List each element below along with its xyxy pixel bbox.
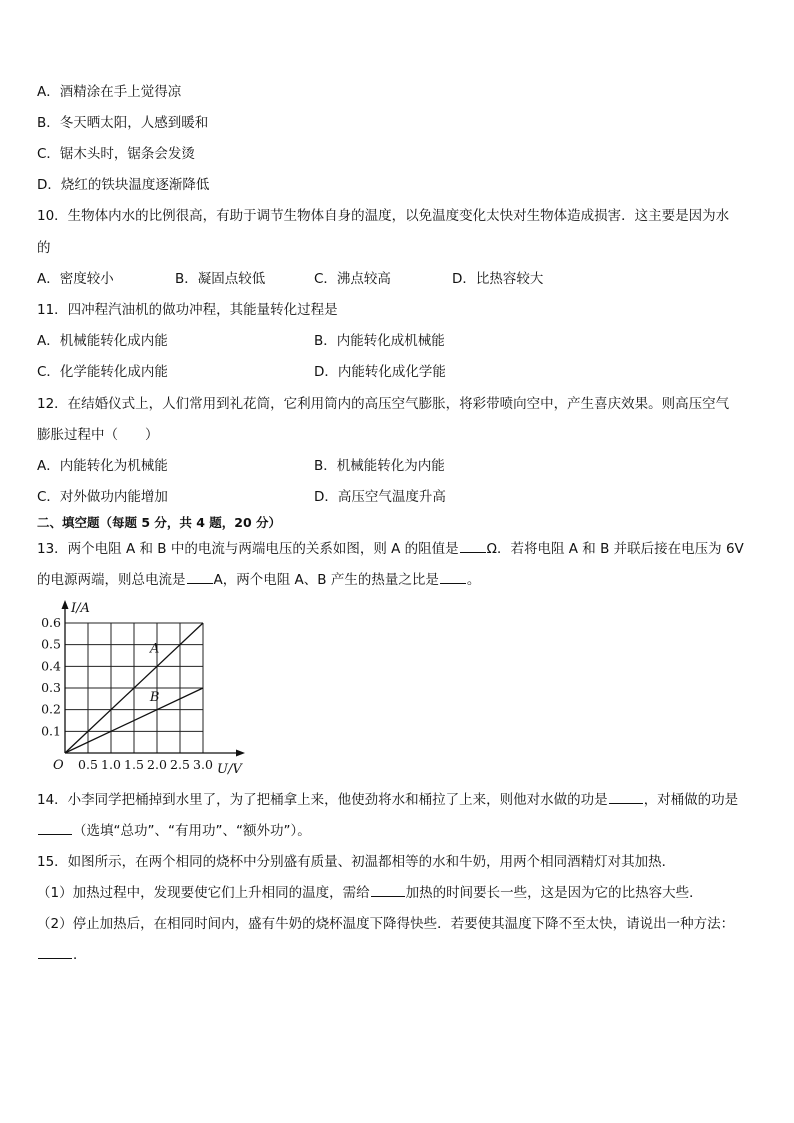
x-tick-label: 1.0 bbox=[101, 757, 121, 772]
x-tick-label: 2.5 bbox=[170, 757, 190, 772]
y-tick-label: 0.5 bbox=[41, 636, 61, 652]
q14-line2 bbox=[37, 822, 311, 840]
section-heading: 二、填空题（每题 5 分，共 4 题，20 分） bbox=[37, 515, 282, 530]
q14-line1 bbox=[37, 791, 738, 809]
y-axis-label: I/A bbox=[71, 601, 90, 616]
q11-option-a: A．机械能转化成内能 bbox=[37, 333, 168, 349]
q10-option-d: D．比热容较大 bbox=[452, 271, 544, 287]
q14-text-1: 14．小李同学把桶掉到水里了，为了把桶拿上来，他使劲将水和桶拉了上来，则他对水做的功是 bbox=[37, 792, 608, 808]
q10-option-c: C．沸点较高 bbox=[314, 271, 391, 287]
q12-option-b: B．机械能转化为内能 bbox=[314, 458, 445, 474]
answer-blank bbox=[38, 822, 72, 835]
q11-option-c: C．化学能转化成内能 bbox=[37, 364, 168, 380]
q11-stem: 11．四冲程汽油机的做功冲程，其能量转化过程是 bbox=[37, 302, 338, 318]
q10-option-b: B．凝固点较低 bbox=[175, 271, 266, 287]
answer-blank bbox=[460, 540, 486, 553]
q13-text-1: 13．两个电阻 A 和 B 中的电流与两端电压的关系如图，则 A 的阻值是 bbox=[37, 541, 459, 557]
q14-text-3: （选填“总功”、“有用功”、“额外功”）。 bbox=[73, 823, 311, 839]
series-label-a: A bbox=[150, 641, 160, 657]
y-tick-label: 0.4 bbox=[41, 658, 61, 674]
q13-line2 bbox=[37, 571, 480, 589]
q12-option-a: A．内能转化为机械能 bbox=[37, 458, 168, 474]
x-tick-label: 1.5 bbox=[124, 757, 144, 772]
q13-line1 bbox=[37, 540, 744, 558]
q13-text-3: 的电源两端，则总电流是 bbox=[37, 572, 186, 588]
q14-text-2: ，对桶做的功是 bbox=[643, 792, 739, 808]
q15-part2: （2）停止加热后，在相同时间内，盛有牛奶的烧杯温度下降得快些．若要使其温度下降不至太快，请说出一种方法： bbox=[37, 916, 735, 932]
y-tick-label: 0.3 bbox=[41, 680, 61, 695]
answer-blank bbox=[371, 884, 405, 897]
series-label-b: B bbox=[149, 690, 160, 705]
q13-text-4: A，两个电阻 A、B 产生的热量之比是 bbox=[213, 572, 439, 588]
q9-option-d: D．烧红的铁块温度逐渐降低 bbox=[37, 177, 210, 193]
current-voltage-chart bbox=[37, 600, 252, 775]
q12-option-d: D．高压空气温度升高 bbox=[314, 489, 446, 505]
q11-option-b: B．内能转化成机械能 bbox=[314, 333, 445, 349]
q15-text-3: ． bbox=[73, 947, 87, 963]
q10-option-a: A．密度较小 bbox=[37, 271, 114, 287]
answer-blank bbox=[38, 946, 72, 959]
x-tick-label: 2.0 bbox=[147, 757, 167, 772]
q15-part1 bbox=[37, 884, 703, 902]
y-tick-label: 0.6 bbox=[41, 615, 61, 630]
y-tick-label: 0.1 bbox=[41, 723, 61, 739]
q12-stem-line1: 12．在结婚仪式上，人们常用到礼花筒，它利用筒内的高压空气膨胀，将彩带喷向空中，产生喜庆效果。则高压空气 bbox=[37, 396, 730, 412]
q13-text-5: 。 bbox=[466, 572, 481, 588]
x-axis-label: U/V bbox=[217, 762, 242, 775]
q15-stem: 15．如图所示，在两个相同的烧杯中分别盛有质量、初温都相等的水和牛奶，用两个相同酒精灯对其加热． bbox=[37, 854, 676, 870]
q13-text-2: Ω．若将电阻 A 和 B 并联后接在电压为 6V bbox=[486, 541, 744, 557]
y-tick-label: 0.2 bbox=[41, 701, 61, 717]
x-tick-label: 3.0 bbox=[193, 757, 213, 772]
answer-blank bbox=[609, 791, 643, 804]
q9-option-b: B．冬天晒太阳，人感到暖和 bbox=[37, 115, 209, 131]
q15-text-2: 加热的时间要长一些，这是因为它的比热容大些． bbox=[405, 885, 703, 901]
q12-option-c: C．对外做功内能增加 bbox=[37, 489, 168, 505]
q9-option-a: A．酒精涂在手上觉得凉 bbox=[37, 84, 182, 100]
answer-blank bbox=[440, 571, 466, 584]
q9-option-c: C．锯木头时，锯条会发烫 bbox=[37, 146, 195, 162]
x-axis-arrow-icon bbox=[236, 750, 245, 757]
answer-blank bbox=[187, 571, 213, 584]
q10-stem-line1: 10．生物体内水的比例很高，有助于调节生物体自身的温度，以免温度变化太快对生物体造成损害．这主要是因为水 bbox=[37, 208, 730, 224]
q11-option-d: D．内能转化成化学能 bbox=[314, 364, 446, 380]
q15-text-1: （1）加热过程中，发现要使它们上升相同的温度，需给 bbox=[37, 885, 370, 901]
x-tick-label: 0.5 bbox=[78, 757, 98, 772]
origin-label: O bbox=[53, 758, 64, 773]
y-axis-arrow-icon bbox=[62, 600, 69, 609]
q15-part3 bbox=[37, 946, 87, 964]
q12-stem-line2: 膨胀过程中（ ） bbox=[37, 427, 159, 443]
q10-stem-line2: 的 bbox=[37, 240, 51, 256]
